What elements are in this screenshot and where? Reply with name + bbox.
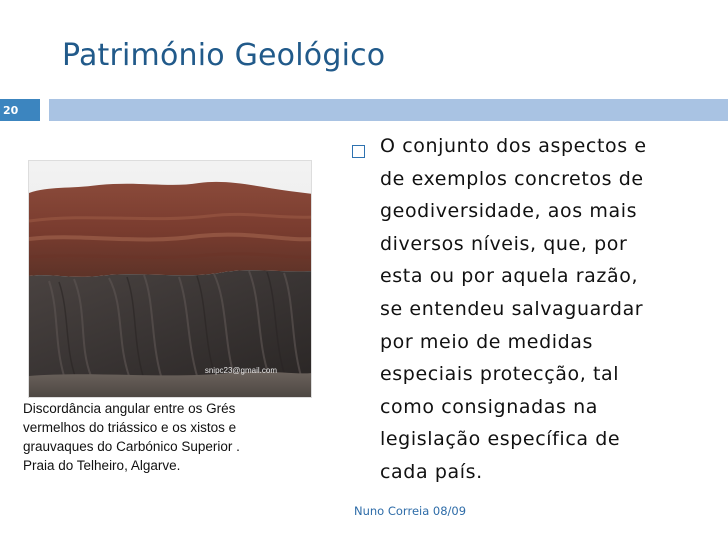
slide-number: 20 [3,103,19,117]
bullet-line: de exemplos concretos de [380,167,644,190]
bullet-line: por meio de medidas [380,330,594,353]
cliff-photo [28,160,312,398]
bullet-line: O conjunto dos aspectos e [380,135,647,157]
bullet-line: geodiversidade, aos mais [380,200,638,223]
caption-line: vermelhos do triássico e os xistos e [23,420,237,435]
bullet-line: se entendeu salvaguardar [380,297,644,320]
slide-number-badge [0,99,40,121]
bullet-line: legislação específica de [380,428,621,451]
caption-line: Discordância angular entre os Grés [23,401,236,416]
bullet-square-icon [352,145,365,158]
bullet-text [380,130,710,489]
photo-caption [23,399,313,475]
caption-line: Praia do Telheiro, Algarve. [23,458,181,473]
photo-watermark: snipc23@gmail.com [204,366,277,375]
header-accent-bar [49,99,728,121]
bullet-line: diversos níveis, que, por [380,232,628,255]
slide-footer: Nuno Correia 08/09 [354,504,467,518]
bullet-line: cada país. [380,460,483,483]
bullet-line: especiais protecção, tal [380,363,620,386]
bullet-line: como consignadas na [380,395,599,418]
bullet-line: esta ou por aquela razão, [380,265,639,288]
slide-title: Património Geológico [62,38,386,73]
caption-line: grauvaques do Carbónico Superior . [23,439,240,454]
